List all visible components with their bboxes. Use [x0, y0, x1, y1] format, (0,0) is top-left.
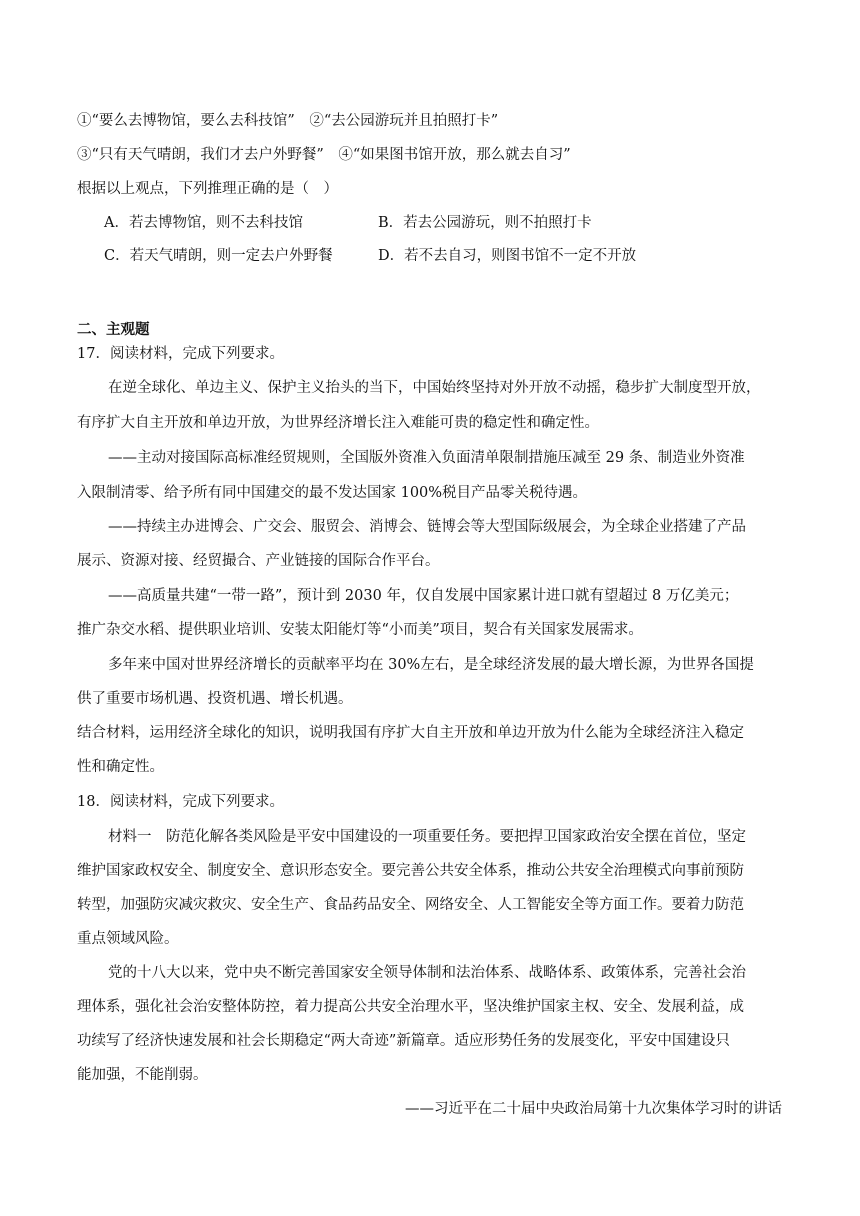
q16-views-line-2: ③“只有天气晴朗，我们才去户外野餐” ④“如果图书馆开放，那么就去自习” [77, 147, 571, 163]
q17-material-line: 供了重要市场机遇、投资机遇、增长机遇。 [77, 691, 353, 707]
q17-material-line: 有序扩大自主开放和单边开放，为世界经济增长注入难能可贵的稳定性和确定性。 [77, 415, 599, 431]
q16-option-b: B．若去公园游玩，则不拍照打卡 [378, 215, 592, 231]
q16-option-c: C．若天气晴朗，则一定去户外野餐 [104, 248, 333, 264]
q17-material-line: 在逆全球化、单边主义、保护主义抬头的当下，中国始终坚持对外开放不动摇，稳步扩大制度型开放， [108, 380, 761, 396]
q16-views-line-1: ①“要么去博物馆，要么去科技馆” ②“去公园游玩并且拍照打卡” [77, 113, 499, 129]
q18-material-line: 理体系，强化社会治安整体防控，着力提高公共安全治理水平，坚决维护国家主权、安全、发展利益，成 [77, 999, 744, 1015]
q17-material-line: ——主动对接国际高标准经贸规则，全国版外资准入负面清单限制措施压减至 29 条、制造业外资准 [108, 450, 745, 466]
q17-question-line-1: 结合材料，运用经济全球化的知识，说明我国有序扩大自主开放和单边开放为什么能为全球经济注入稳定 [77, 725, 744, 741]
q16-option-a: A．若去博物馆，则不去科技馆 [104, 215, 303, 231]
q17-material-line: ——持续主办进博会、广交会、服贸会、消博会、链博会等大型国际级展会，为全球企业搭建了产品 [108, 519, 746, 535]
q17-question-line-2: 性和确定性。 [77, 759, 164, 775]
q16-stem: 根据以上观点，下列推理正确的是（ ） [77, 181, 338, 197]
q16-option-d: D．若不去自习，则图书馆不一定不开放 [378, 248, 637, 264]
section-heading: 二、主观题 [77, 321, 150, 338]
q18-material-line: 党的十八大以来，党中央不断完善国家安全领导体制和法治体系、战略体系、政策体系，完善社会治 [108, 965, 746, 981]
q17-material-line: 入限制清零、给予所有同中国建交的最不发达国家 100%税目产品零关税待遇。 [77, 485, 588, 501]
q18-source: ——习近平在二十届中央政治局第十九次集体学习时的讲话 [405, 1101, 782, 1117]
q17-material-line: 推广杂交水稻、提供职业培训、安装太阳能灯等“小而美”项目，契合有关国家发展需求。 [77, 622, 643, 638]
q18-title: 18．阅读材料，完成下列要求。 [77, 794, 284, 810]
q17-title: 17．阅读材料，完成下列要求。 [77, 346, 284, 362]
q18-material-line: 功续写了经济快速发展和社会长期稳定“两大奇迹”新篇章。适应形势任务的发展变化，平安中国建设只 [77, 1033, 730, 1049]
q17-material-line: 展示、资源对接、经贸撮合、产业链接的国际合作平台。 [77, 553, 440, 569]
q17-material-line: ——高质量共建“一带一路”，预计到 2030 年，仅自发展中国家累计进口就有望超过 8 万亿美元； [108, 588, 739, 604]
q18-material-line: 转型，加强防灾减灾救灾、安全生产、食品药品安全、网络安全、人工智能安全等方面工作。要着力防范 [77, 897, 744, 913]
q18-material-line: 重点领域风险。 [77, 931, 179, 947]
q18-material-line: 能加强，不能削弱。 [77, 1067, 208, 1083]
q18-material-line: 材料一 防范化解各类风险是平安中国建设的一项重要任务。要把捍卫国家政治安全摆在首位，坚定 [108, 829, 746, 845]
q17-material-line: 多年来中国对世界经济增长的贡献率平均在 30%左右，是全球经济发展的最大增长源，为世界各国提 [108, 657, 754, 673]
q18-material-line: 维护国家政权安全、制度安全、意识形态安全。要完善公共安全体系，推动公共安全治理模式向事前预防 [77, 863, 744, 879]
